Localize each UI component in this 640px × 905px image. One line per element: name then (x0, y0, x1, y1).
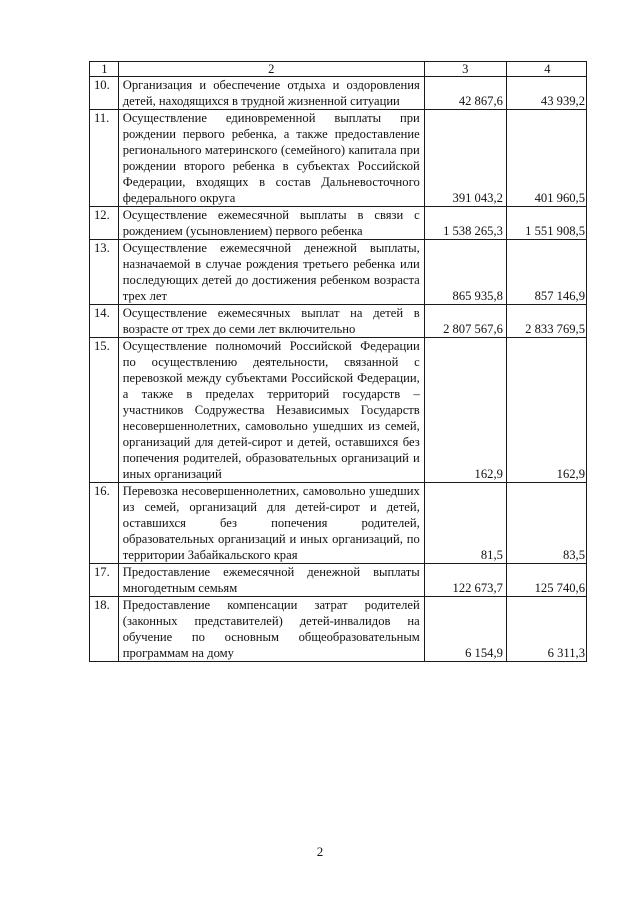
row-value-col3: 6 154,9 (424, 597, 506, 662)
row-value-col4: 6 311,3 (506, 597, 586, 662)
row-value-col3: 865 935,8 (424, 240, 506, 305)
row-value-col3: 391 043,2 (424, 110, 506, 207)
row-value-col3: 2 807 567,6 (424, 305, 506, 338)
row-description: Осуществление полномочий Российской Федерации по осуществлению деятельности, связанной с перевозкой между субъектами Российской Федерации, а также в пределах территорий государств – участников Содружества Независимых Государств несовершеннолетних, самовольно ушедших из семей, организаций для детей-сирот и детей, оставшихся без попечения родителей, образовательных организаций и иных организаций (118, 338, 424, 483)
table-row (90, 240, 587, 305)
table-header-row (90, 62, 587, 77)
table-row (90, 77, 587, 110)
table-row (90, 305, 587, 338)
row-description: Осуществление единовременной выплаты при рождении первого ребенка, а также предоставление регионального материнского (семейного) капитала при рождении второго ребенка в субъектах Российской Федерации, входящих в состав Дальневосточного федерального округа (118, 110, 424, 207)
row-number: 17. (90, 564, 119, 597)
row-value-col3: 1 538 265,3 (424, 207, 506, 240)
row-description: Осуществление ежемесячной выплаты в связи с рождением (усыновлением) первого ребенка (118, 207, 424, 240)
row-number: 18. (90, 597, 119, 662)
row-value-col4: 125 740,6 (506, 564, 586, 597)
row-value-col3: 81,5 (424, 483, 506, 564)
row-value-col3: 42 867,6 (424, 77, 506, 110)
row-description: Перевозка несовершеннолетних, самовольно ушедших из семей, организаций для детей-сирот и детей, оставшихся без попечения родителей, образовательных организаций и иных организаций, по территории Забайкальского края (118, 483, 424, 564)
row-number: 13. (90, 240, 119, 305)
row-description: Организация и обеспечение отдыха и оздоровления детей, находящихся в трудной жизненной ситуации (118, 77, 424, 110)
table-row (90, 483, 587, 564)
row-description: Осуществление ежемесячной денежной выплаты, назначаемой в случае рождения третьего ребенка или последующих детей до достижения ребенком возраста трех лет (118, 240, 424, 305)
row-number: 15. (90, 338, 119, 483)
row-number: 16. (90, 483, 119, 564)
row-value-col4: 162,9 (506, 338, 586, 483)
row-value-col4: 401 960,5 (506, 110, 586, 207)
row-description: Осуществление ежемесячных выплат на детей в возрасте от трех до семи лет включительно (118, 305, 424, 338)
row-value-col4: 857 146,9 (506, 240, 586, 305)
row-value-col4: 2 833 769,5 (506, 305, 586, 338)
header-col-4: 4 (506, 62, 586, 77)
table-row (90, 564, 587, 597)
row-value-col4: 1 551 908,5 (506, 207, 586, 240)
table-row (90, 597, 587, 662)
header-col-3: 3 (424, 62, 506, 77)
page-number: 2 (316, 844, 324, 859)
table-row (90, 338, 587, 483)
row-number: 11. (90, 110, 119, 207)
row-value-col4: 83,5 (506, 483, 586, 564)
row-number: 14. (90, 305, 119, 338)
row-value-col3: 162,9 (424, 338, 506, 483)
header-col-1: 1 (90, 62, 119, 77)
row-number: 12. (90, 207, 119, 240)
table-row (90, 207, 587, 240)
table-row (90, 110, 587, 207)
budget-table (89, 61, 587, 662)
row-value-col4: 43 939,2 (506, 77, 586, 110)
row-value-col3: 122 673,7 (424, 564, 506, 597)
row-description: Предоставление ежемесячной денежной выплаты многодетным семьям (118, 564, 424, 597)
row-number: 10. (90, 77, 119, 110)
header-col-2: 2 (118, 62, 424, 77)
row-description: Предоставление компенсации затрат родителей (законных представителей) детей-инвалидов на обучение по основным общеобразовательным программам на дому (118, 597, 424, 662)
